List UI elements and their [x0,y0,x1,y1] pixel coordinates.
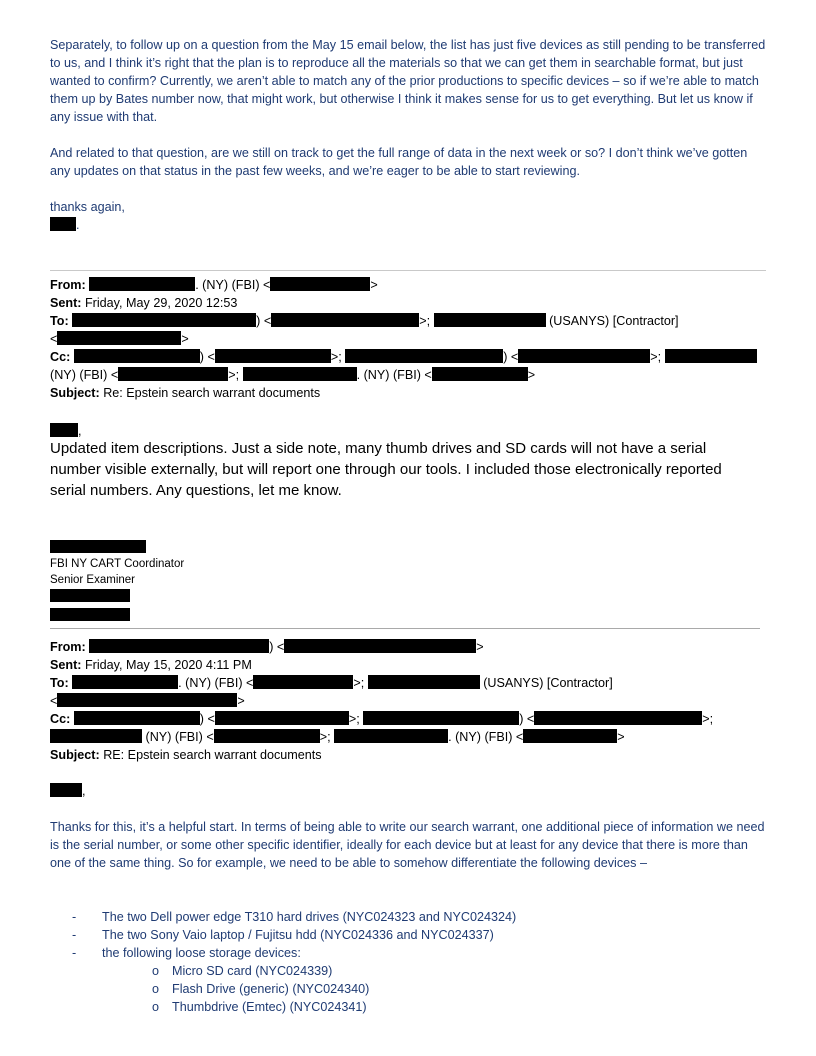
redaction-block [50,729,142,743]
from-line: From: . (NY) (FBI) < > [50,278,378,292]
redaction-block [270,277,370,291]
header-divider [50,628,760,629]
redaction-block [50,540,146,553]
redaction-block [89,639,269,653]
email-body: Updated item descriptions. Just a side note, many thumb drives and SD cards will not have a serial number visible externally, but will report one through our tools. I included those electronically reported serial numbers. Any questions, let me know. [50,440,722,499]
list-item: - The two Dell power edge T310 hard drives (NYC024323 and NYC024324) [72,910,517,924]
redaction-block [363,711,519,725]
redaction-block [50,783,82,797]
redaction-block [214,729,320,743]
sub-list-item: o Micro SD card (NYC024339) [152,964,333,978]
to-line: To: . (NY) (FBI) < >; (USANYS) [Contractor] [50,676,613,690]
subject-line: Subject: Re: Epstein search warrant documents [50,386,321,400]
sent-line: Sent: Friday, May 29, 2020 12:53 [50,296,238,310]
redaction-block [74,711,200,725]
redaction-block [243,367,357,381]
device-list [50,908,516,1016]
email-header [50,276,766,402]
signature-name: . [50,216,766,234]
list-item: - The two Sony Vaio laptop / Fujitsu hdd (NYC024336 and NYC024337) [72,928,494,942]
redaction-block [50,217,76,231]
redaction-block [74,349,200,363]
signature-role: Senior Examiner [50,574,136,586]
redaction-block [345,349,503,363]
redaction-block [89,277,195,291]
closing-text: thanks again, [50,200,125,214]
sub-list [50,962,516,1016]
redaction-block [665,349,757,363]
email-paragraph: Thanks for this, it’s a helpful start. In terms of being able to write our search warrant, one additional piece of information we need is the serial number, or some other specific identifier, ideally for each device but at least for any device that there is more than one of the same thing. So for example, we need to be able to somehow differentiate the following devices – [50,820,765,870]
header-divider [50,270,766,271]
redaction-block [334,729,448,743]
cc-line: Cc: ) < >; ) < >; [50,712,714,726]
redaction-block [253,675,353,689]
redaction-block [434,313,546,327]
redaction-block [118,367,228,381]
redaction-block [432,367,528,381]
redaction-block [50,608,130,621]
subject-line: Subject: RE: Epstein search warrant documents [50,748,322,762]
greeting: , [50,422,766,440]
greeting: , [50,782,766,800]
cc-line-cont: (NY) (FBI) < >; . (NY) (FBI) < > [50,728,766,746]
redaction-block [57,331,181,345]
redaction-block [57,693,237,707]
signature-title: FBI NY CART Coordinator [50,558,185,570]
redaction-block [271,313,419,327]
list-item: - the following loose storage devices: o Micro SD card (NYC024339) o Flash Drive (generic) (NYC024340) o Thumbdrive (Emtec) (NYC024341) [50,944,516,1016]
to-line: To: ) < >; (USANYS) [Contractor] [50,314,679,328]
redaction-block [523,729,617,743]
redaction-block [215,711,349,725]
redaction-block [50,423,78,437]
signature-block [50,540,184,624]
redaction-block [534,711,702,725]
redaction-block [72,675,178,689]
redaction-block [368,675,480,689]
redaction-block [284,639,476,653]
redaction-block [72,313,256,327]
redaction-block [50,589,130,602]
redaction-block [518,349,650,363]
sent-line: Sent: Friday, May 15, 2020 4:11 PM [50,658,252,672]
cc-line-cont: (NY) (FBI) < >; . (NY) (FBI) < > [50,368,536,382]
email-paragraph: And related to that question, are we still on track to get the full range of data in the next week or so? I don’t think we’ve gotten any updates on that status in the past few weeks, and we’re eager to be able to start reviewing. [50,146,748,178]
sub-list-item: o Thumbdrive (Emtec) (NYC024341) [152,1000,367,1014]
from-line: From: ) < > [50,640,484,654]
redaction-block [215,349,331,363]
to-line-cont: < > [50,694,245,708]
email-paragraph: Separately, to follow up on a question from the May 15 email below, the list has just five devices as still pending to be transferred to us, and I think it’s right that the plan is to reproduce all the materials so that we can get them in searchable format, but just wanted to confirm? Currently, we aren’t able to match any of the prior productions to specific devices – so if we’re able to match them up by Bates number now, that might work, but otherwise I think it makes sense for us to get everything. But let us know if any issue with that. [50,38,766,124]
cc-line: Cc: ) < >; ) < >; [50,348,766,366]
to-line-cont: < > [50,332,189,346]
email-header [50,638,766,764]
sub-list-item: o Flash Drive (generic) (NYC024340) [152,982,370,996]
